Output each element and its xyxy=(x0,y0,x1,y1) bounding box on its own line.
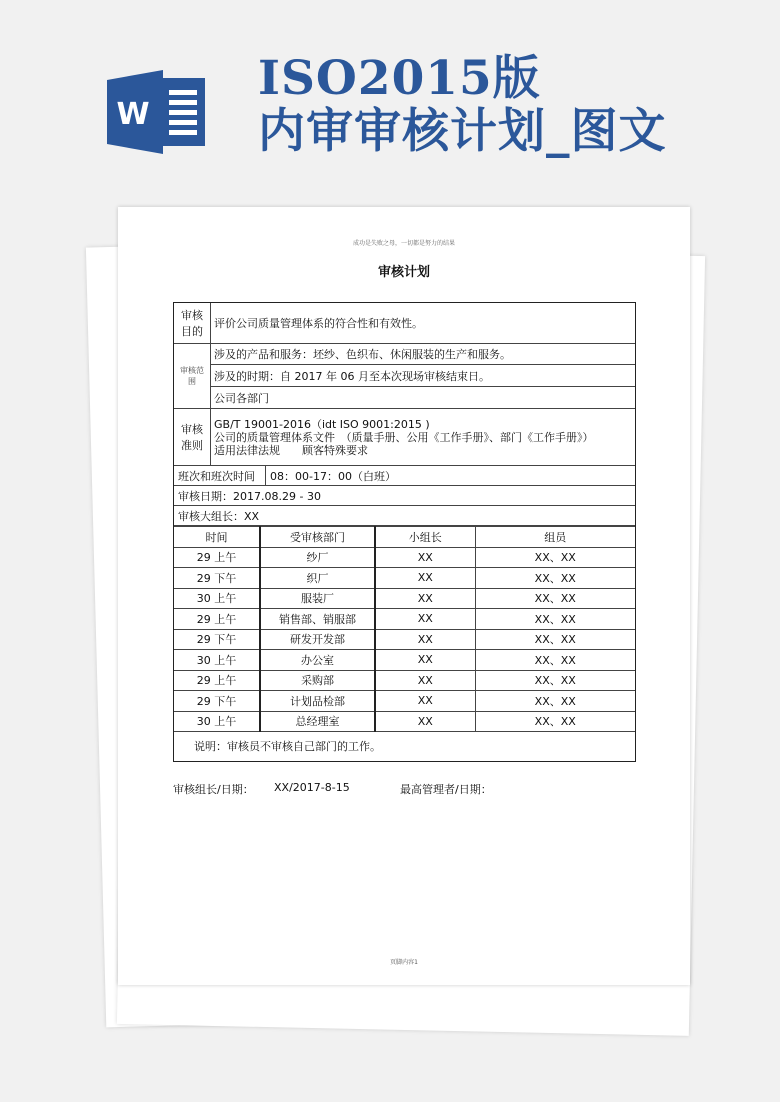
col-header: 小组长 xyxy=(375,527,475,548)
leader-cell: XX xyxy=(375,588,475,609)
purpose-text: 评价公司质量管理体系的符合性和有效性。 xyxy=(210,303,635,344)
members-cell: XX、XX xyxy=(475,650,635,671)
members-cell: XX、XX xyxy=(475,629,635,650)
leader-cell: XX xyxy=(375,568,475,589)
table-row xyxy=(174,711,635,732)
time-cell: 30 上午 xyxy=(174,711,260,732)
shift-label: 班次和班次时间 xyxy=(174,466,266,486)
department-cell: 纱厂 xyxy=(260,547,375,568)
table-row xyxy=(174,609,635,630)
members-cell: XX、XX xyxy=(475,711,635,732)
members-cell: XX、XX xyxy=(475,588,635,609)
col-header: 组员 xyxy=(475,527,635,548)
svg-text:W: W xyxy=(116,97,150,132)
scope-label: 审核范围 xyxy=(174,344,210,409)
time-cell: 29 上午 xyxy=(174,547,260,568)
criteria-item: GB/T 19001-2016（idt ISO 9001:2015 ) xyxy=(214,417,430,431)
members-cell: XX、XX xyxy=(475,568,635,589)
criteria-item: 公司的质量管理体系文件 （质量手册、公用《工作手册》、部门《工作手册》） xyxy=(214,430,594,444)
criteria-label: 审核准则 xyxy=(174,409,210,466)
audit-date: 审核日期：2017.08.29 - 30 xyxy=(174,486,635,506)
members-cell: XX、XX xyxy=(475,691,635,712)
department-cell: 计划品检部 xyxy=(260,691,375,712)
scope-period: 涉及的时期：自 2017 年 06 月至本次现场审核结束日。 xyxy=(210,365,635,387)
department-cell: 采购部 xyxy=(260,670,375,691)
time-cell: 30 上午 xyxy=(174,650,260,671)
leader-cell: XX xyxy=(375,670,475,691)
leader-cell: XX xyxy=(375,711,475,732)
table-row xyxy=(174,691,635,712)
doc-title: 审核计划 xyxy=(377,265,430,280)
time-cell: 29 上午 xyxy=(174,670,260,691)
chief-auditor: 审核大组长：XX xyxy=(174,506,635,526)
department-cell: 销售部、销服部 xyxy=(260,609,375,630)
scope-departments: 公司各部门 xyxy=(210,387,635,409)
department-cell: 总经理室 xyxy=(260,711,375,732)
department-cell: 服装厂 xyxy=(260,588,375,609)
sign-leader-label: 审核组长/日期： xyxy=(173,783,254,796)
leader-cell: XX xyxy=(375,650,475,671)
audit-table xyxy=(173,302,636,762)
col-header: 时间 xyxy=(174,527,260,548)
department-cell: 织厂 xyxy=(260,568,375,589)
table-row xyxy=(174,588,635,609)
department-cell: 研发开发部 xyxy=(260,629,375,650)
table-row xyxy=(174,568,635,589)
time-cell: 29 下午 xyxy=(174,629,260,650)
leader-cell: XX xyxy=(375,609,475,630)
members-cell: XX、XX xyxy=(475,609,635,630)
banner-title: ISO2015版 内审审核计划_图文 xyxy=(258,51,667,159)
schedule-table xyxy=(174,526,635,732)
page-footer: 页脚内容1 xyxy=(390,959,418,966)
table-header xyxy=(174,527,635,548)
table-row xyxy=(174,670,635,691)
criteria-list xyxy=(210,409,635,466)
members-cell: XX、XX xyxy=(475,547,635,568)
leader-cell: XX xyxy=(375,547,475,568)
leader-cell: XX xyxy=(375,629,475,650)
time-cell: 29 下午 xyxy=(174,691,260,712)
table-row xyxy=(174,650,635,671)
time-cell: 30 上午 xyxy=(174,588,260,609)
time-cell: 29 上午 xyxy=(174,609,260,630)
scope-products: 涉及的产品和服务：坯纱、色织布、休闲服装的生产和服务。 xyxy=(210,344,635,365)
time-cell: 29 下午 xyxy=(174,568,260,589)
word-logo-icon xyxy=(107,70,207,154)
leader-cell: XX xyxy=(375,691,475,712)
header-note: 成功是失败之母，一切都是努力的结果 xyxy=(352,240,455,247)
col-header: 受审核部门 xyxy=(260,527,375,548)
note: 说明：审核员不审核自己部门的工作。 xyxy=(194,740,381,753)
table-row xyxy=(174,629,635,650)
members-cell: XX、XX xyxy=(475,670,635,691)
purpose-label: 审核目的 xyxy=(174,303,210,344)
document-page xyxy=(118,207,690,985)
sign-manager-label: 最高管理者/日期： xyxy=(400,783,492,796)
shift-value: 08：00-17：00（白班） xyxy=(266,466,635,486)
sign-leader-value: XX/2017-8-15 xyxy=(274,781,350,794)
table-row xyxy=(174,547,635,568)
criteria-item: 适用法律法规 顾客特殊要求 xyxy=(214,443,368,457)
department-cell: 办公室 xyxy=(260,650,375,671)
